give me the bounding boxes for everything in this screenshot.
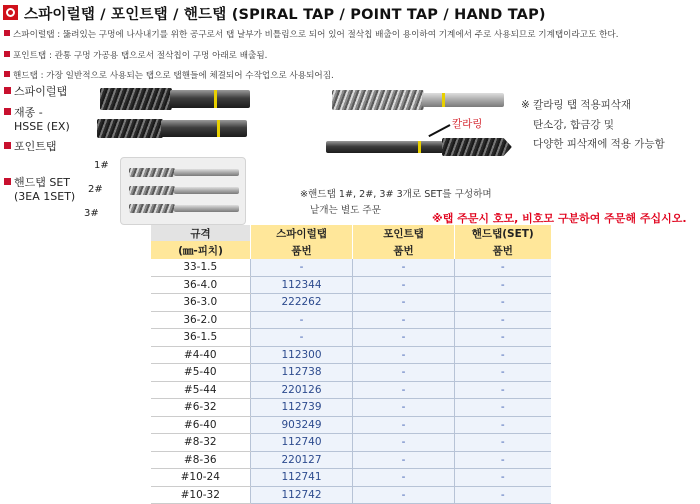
table-row (151, 451, 551, 469)
cell-point: - (353, 259, 455, 276)
red-bullet-icon (4, 87, 11, 94)
red-bullet-icon (4, 51, 10, 57)
cell-spec: #8-32 (151, 434, 251, 452)
table-row (151, 381, 551, 399)
cell-spec: 36-4.0 (151, 276, 251, 294)
label-text: 핸드탭 SET (14, 176, 71, 189)
table-row (151, 276, 551, 294)
cell-point: - (353, 434, 455, 452)
cell-hand: - (455, 486, 551, 504)
header-part-no: 품번 (455, 241, 551, 259)
cell-spiral: 112300 (251, 346, 353, 364)
collar-note-line2: 탄소강, 합금강 및 (533, 119, 615, 131)
red-bullet-icon (4, 108, 11, 115)
description-spiral (4, 28, 618, 40)
collar-spiral-tap-image (332, 90, 504, 110)
spec-table-body (151, 259, 551, 504)
cell-spec: 36-1.5 (151, 329, 251, 347)
cell-hand: - (455, 381, 551, 399)
cell-point: - (353, 294, 455, 312)
cell-spiral: 112742 (251, 486, 353, 504)
cell-point: - (353, 381, 455, 399)
cell-hand: - (455, 276, 551, 294)
spiral-tap-image-2 (97, 118, 247, 140)
spec-table (150, 225, 551, 504)
cell-spiral: - (251, 329, 353, 347)
table-row (151, 469, 551, 487)
label-material (4, 106, 43, 120)
cell-spec: 36-2.0 (151, 311, 251, 329)
logo-ring-icon (6, 8, 15, 17)
table-row (151, 346, 551, 364)
cell-point: - (353, 469, 455, 487)
table-row (151, 311, 551, 329)
table-row (151, 364, 551, 382)
header-part-no: 품번 (353, 241, 455, 259)
header-spec: 규격 (151, 225, 251, 241)
description-hand (4, 69, 334, 81)
red-bullet-icon (4, 178, 11, 185)
cell-spiral: 112344 (251, 276, 353, 294)
cell-spec: #6-40 (151, 416, 251, 434)
cell-spec: #8-36 (151, 451, 251, 469)
hand-set-note-line1: ※핸드탭 1#, 2#, 3# 3개로 SET를 구성하며 (300, 189, 492, 200)
page-title: 스파이럴탭 / 포인트탭 / 핸드탭 (SPIRAL TAP / POINT TAP / HAND TAP) (24, 7, 546, 23)
cell-point: - (353, 486, 455, 504)
cell-hand: - (455, 329, 551, 347)
cell-spiral: 112738 (251, 364, 353, 382)
cell-spiral: - (251, 311, 353, 329)
cell-point: - (353, 311, 455, 329)
table-row (151, 434, 551, 452)
cell-spiral: 222262 (251, 294, 353, 312)
label-material-grade: HSSE (EX) (14, 120, 70, 133)
cell-point: - (353, 329, 455, 347)
table-row (151, 259, 551, 276)
label-hand-tap-set (4, 176, 70, 190)
red-bullet-icon (4, 71, 10, 77)
cell-point: - (353, 364, 455, 382)
order-note: ※탭 주문시 호모, 비호모 구분하여 주문해 주십시오. (432, 212, 687, 225)
set-number-2: 2# (88, 184, 103, 195)
table-row (151, 294, 551, 312)
label-text: 재종 - (14, 106, 43, 119)
cell-spiral: 220127 (251, 451, 353, 469)
cell-hand: - (455, 469, 551, 487)
cell-spiral: - (251, 259, 353, 276)
cell-spec: #5-44 (151, 381, 251, 399)
collar-label: 칼라링 (452, 118, 483, 130)
collar-note-line3: 다양한 피삭재에 적용 가능함 (533, 138, 665, 150)
table-row (151, 329, 551, 347)
set-number-1: 1# (94, 160, 109, 171)
cell-spec: 33-1.5 (151, 259, 251, 276)
cell-hand: - (455, 451, 551, 469)
hand-tap-set-image (120, 157, 246, 225)
cell-hand: - (455, 294, 551, 312)
header-point: 포인트탭 (353, 225, 455, 241)
cell-spec: #10-24 (151, 469, 251, 487)
label-text: 스파이럴탭 (14, 85, 68, 98)
red-bullet-icon (4, 30, 10, 36)
description-point (4, 49, 267, 61)
table-row (151, 399, 551, 417)
table-row (151, 416, 551, 434)
label-text: 포인트탭 (14, 140, 57, 153)
cell-point: - (353, 276, 455, 294)
spiral-tap-image (100, 87, 250, 113)
cell-point: - (353, 399, 455, 417)
cell-point: - (353, 346, 455, 364)
cell-hand: - (455, 346, 551, 364)
description-text: 핸드탭 : 가장 일반적으로 사용되는 탭으로 탭핸들에 체결되어 수작업으로 사용되어짐. (13, 71, 334, 81)
red-bullet-icon (4, 142, 11, 149)
header-hand: 핸드탭(SET) (455, 225, 551, 241)
cell-hand: - (455, 364, 551, 382)
cell-spiral: 112739 (251, 399, 353, 417)
cell-spiral: 903249 (251, 416, 353, 434)
cell-spec: #4-40 (151, 346, 251, 364)
cell-spec: #5-40 (151, 364, 251, 382)
table-row (151, 486, 551, 504)
cell-hand: - (455, 434, 551, 452)
arrow-icon (428, 124, 450, 137)
description-text: 스파이럴탭 : 뚫려있는 구멍에 나사내기를 위한 공구로서 탭 날부가 비틀림으로 되어 있어 절삭칩 배출이 용이하여 기계에서 주로 사용되므로 기계탭이라고도 한다. (13, 30, 619, 40)
collar-point-tap-image (326, 138, 512, 156)
set-number-3: 3# (84, 208, 99, 219)
label-point-tap (4, 140, 57, 154)
cell-hand: - (455, 311, 551, 329)
cell-hand: - (455, 416, 551, 434)
hand-set-note-line2: 낱개는 별도 주문 (310, 205, 381, 216)
header-part-no: 품번 (251, 241, 353, 259)
cell-point: - (353, 416, 455, 434)
cell-spec: 36-3.0 (151, 294, 251, 312)
collar-note-line1: ※ 칼라링 탭 적용피삭재 (521, 99, 632, 111)
cell-spiral: 112740 (251, 434, 353, 452)
header-spiral: 스파이럴탭 (251, 225, 353, 241)
description-text: 포인트탭 : 관통 구멍 가공용 탭으로서 절삭칩이 구멍 아래로 배출됨. (13, 51, 268, 61)
cell-spiral: 112741 (251, 469, 353, 487)
cell-spec: #6-32 (151, 399, 251, 417)
label-hand-tap-count: (3EA 1SET) (14, 190, 76, 203)
cell-point: - (353, 451, 455, 469)
header-spec-sub: (㎜-피치) (151, 241, 251, 259)
label-spiral-tap (4, 85, 67, 99)
cell-hand: - (455, 399, 551, 417)
cell-hand: - (455, 259, 551, 276)
cell-spiral: 220126 (251, 381, 353, 399)
cell-spec: #10-32 (151, 486, 251, 504)
